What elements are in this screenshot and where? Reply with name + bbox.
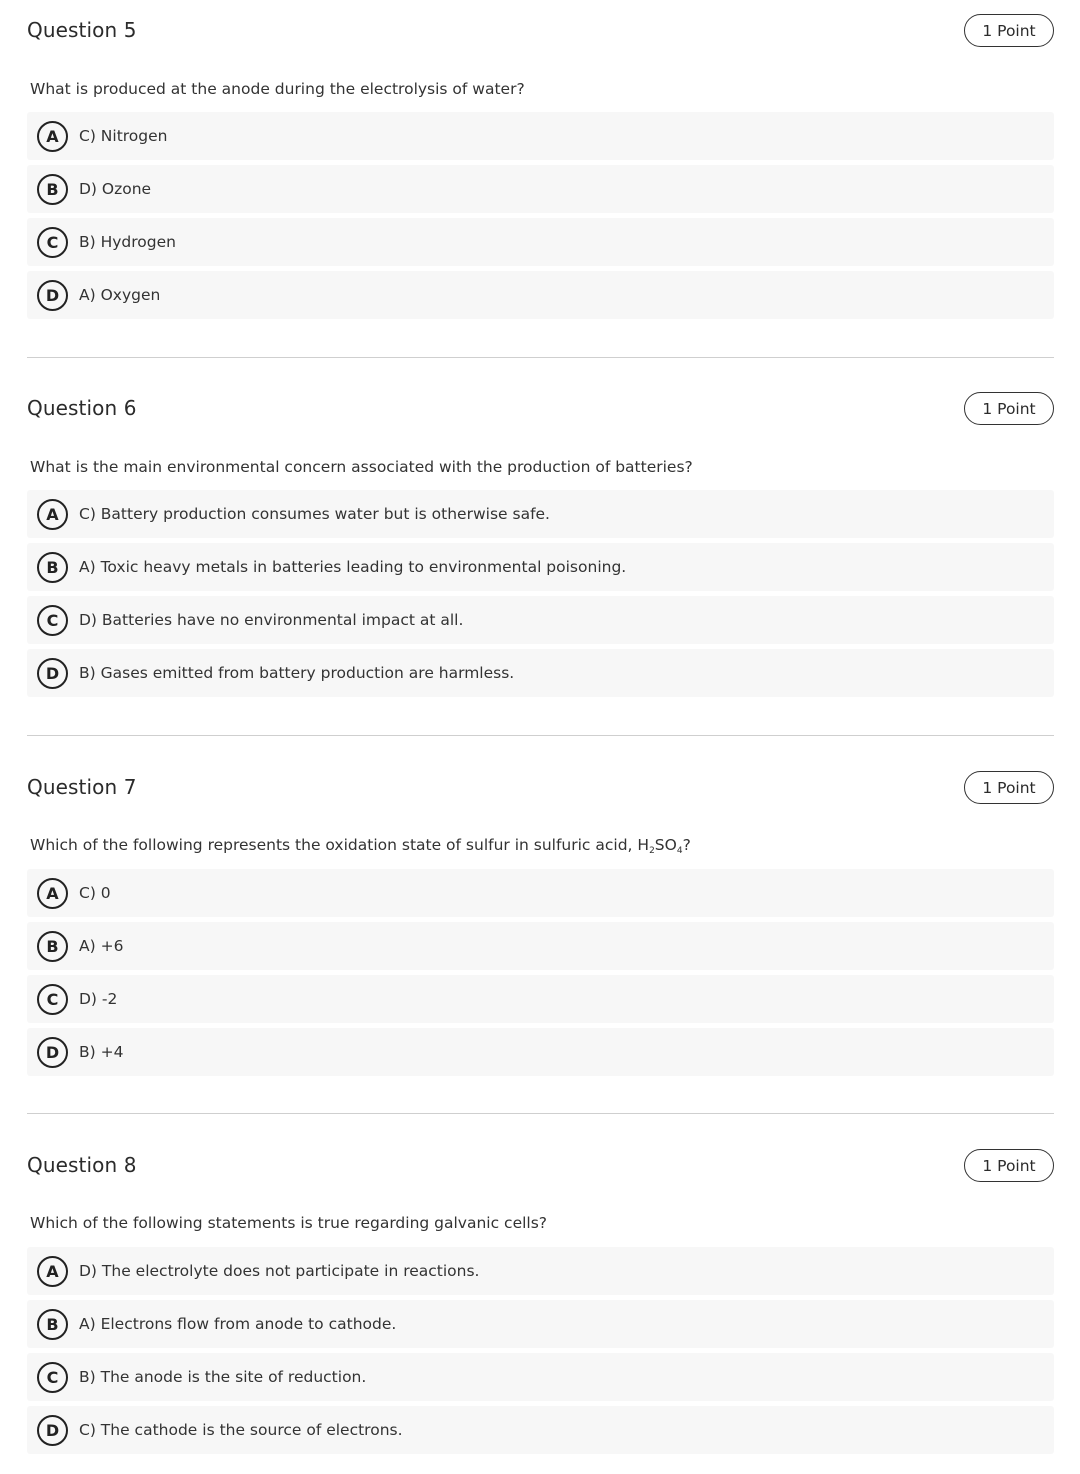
question-header — [27, 392, 1054, 426]
question-text-part: SO — [654, 836, 677, 854]
option-a[interactable] — [27, 1247, 1054, 1295]
section-divider — [27, 357, 1054, 358]
option-label: D) -2 — [79, 990, 118, 1008]
section-divider — [27, 1113, 1054, 1114]
option-label: D) The electrolyte does not participate in reactions. — [79, 1262, 480, 1280]
option-letter: D — [37, 1037, 68, 1068]
points-badge: 1 Point — [964, 392, 1054, 425]
question-8 — [27, 1149, 1054, 1440]
option-letter: A — [37, 121, 68, 152]
option-letter: A — [37, 499, 68, 530]
question-text-part: ? — [682, 836, 691, 854]
option-letter: B — [37, 931, 68, 962]
points-badge: 1 Point — [964, 14, 1054, 47]
option-d[interactable] — [27, 1028, 1054, 1076]
option-d[interactable] — [27, 649, 1054, 697]
subscript: 4 — [676, 846, 683, 856]
option-label: D) Ozone — [79, 180, 152, 198]
question-6 — [27, 392, 1054, 683]
option-letter: D — [37, 658, 68, 689]
option-a[interactable] — [27, 112, 1054, 160]
option-c[interactable] — [27, 1353, 1054, 1401]
section-divider — [27, 735, 1054, 736]
option-label: C) The cathode is the source of electrons. — [79, 1421, 403, 1439]
option-letter: C — [37, 227, 68, 258]
option-letter: B — [37, 1309, 68, 1340]
option-c[interactable] — [27, 975, 1054, 1023]
subscript: 2 — [649, 846, 655, 856]
question-text-part: Which of the following represents the oxidation state of sulfur in sulfuric acid, H — [30, 836, 650, 854]
answer-options — [27, 869, 1054, 1081]
option-label: B) +4 — [79, 1043, 124, 1061]
question-text: What is the main environmental concern associated with the production of batteries? — [30, 458, 693, 476]
option-b[interactable] — [27, 543, 1054, 591]
option-label: B) Gases emitted from battery production are harmless. — [79, 664, 515, 682]
question-header — [27, 14, 1054, 48]
points-badge: 1 Point — [964, 771, 1054, 804]
option-letter: B — [37, 552, 68, 583]
option-label: B) Hydrogen — [79, 233, 176, 251]
question-title: Question 6 — [27, 396, 137, 420]
option-letter: C — [37, 1362, 68, 1393]
option-a[interactable] — [27, 869, 1054, 917]
option-d[interactable] — [27, 271, 1054, 319]
question-title: Question 5 — [27, 18, 137, 42]
answer-options — [27, 490, 1054, 702]
option-c[interactable] — [27, 596, 1054, 644]
question-title: Question 8 — [27, 1153, 137, 1177]
option-letter: C — [37, 605, 68, 636]
option-label: A) Electrons flow from anode to cathode. — [79, 1315, 397, 1333]
option-label: C) Nitrogen — [79, 127, 168, 145]
option-label: A) Toxic heavy metals in batteries leading to environmental poisoning. — [79, 558, 627, 576]
question-text: What is produced at the anode during the electrolysis of water? — [30, 80, 525, 98]
question-5 — [27, 14, 1054, 305]
option-letter: B — [37, 174, 68, 205]
option-letter: D — [37, 280, 68, 311]
option-b[interactable] — [27, 165, 1054, 213]
question-7 — [27, 771, 1054, 1062]
answer-options — [27, 1247, 1054, 1459]
option-label: C) Battery production consumes water but is otherwise safe. — [79, 505, 550, 523]
question-title: Question 7 — [27, 775, 137, 799]
option-letter: D — [37, 1415, 68, 1446]
question-text — [30, 836, 691, 856]
option-b[interactable] — [27, 922, 1054, 970]
option-b[interactable] — [27, 1300, 1054, 1348]
question-header — [27, 771, 1054, 805]
option-c[interactable] — [27, 218, 1054, 266]
option-label: A) Oxygen — [79, 286, 161, 304]
option-label: B) The anode is the site of reduction. — [79, 1368, 367, 1386]
points-badge: 1 Point — [964, 1149, 1054, 1182]
option-letter: A — [37, 1256, 68, 1287]
option-d[interactable] — [27, 1406, 1054, 1454]
answer-options — [27, 112, 1054, 324]
option-label: C) 0 — [79, 884, 111, 902]
option-a[interactable] — [27, 490, 1054, 538]
question-text: Which of the following statements is true regarding galvanic cells? — [30, 1214, 548, 1232]
option-letter: A — [37, 878, 68, 909]
option-label: A) +6 — [79, 937, 124, 955]
option-label: D) Batteries have no environmental impact at all. — [79, 611, 464, 629]
question-header — [27, 1149, 1054, 1183]
option-letter: C — [37, 984, 68, 1015]
